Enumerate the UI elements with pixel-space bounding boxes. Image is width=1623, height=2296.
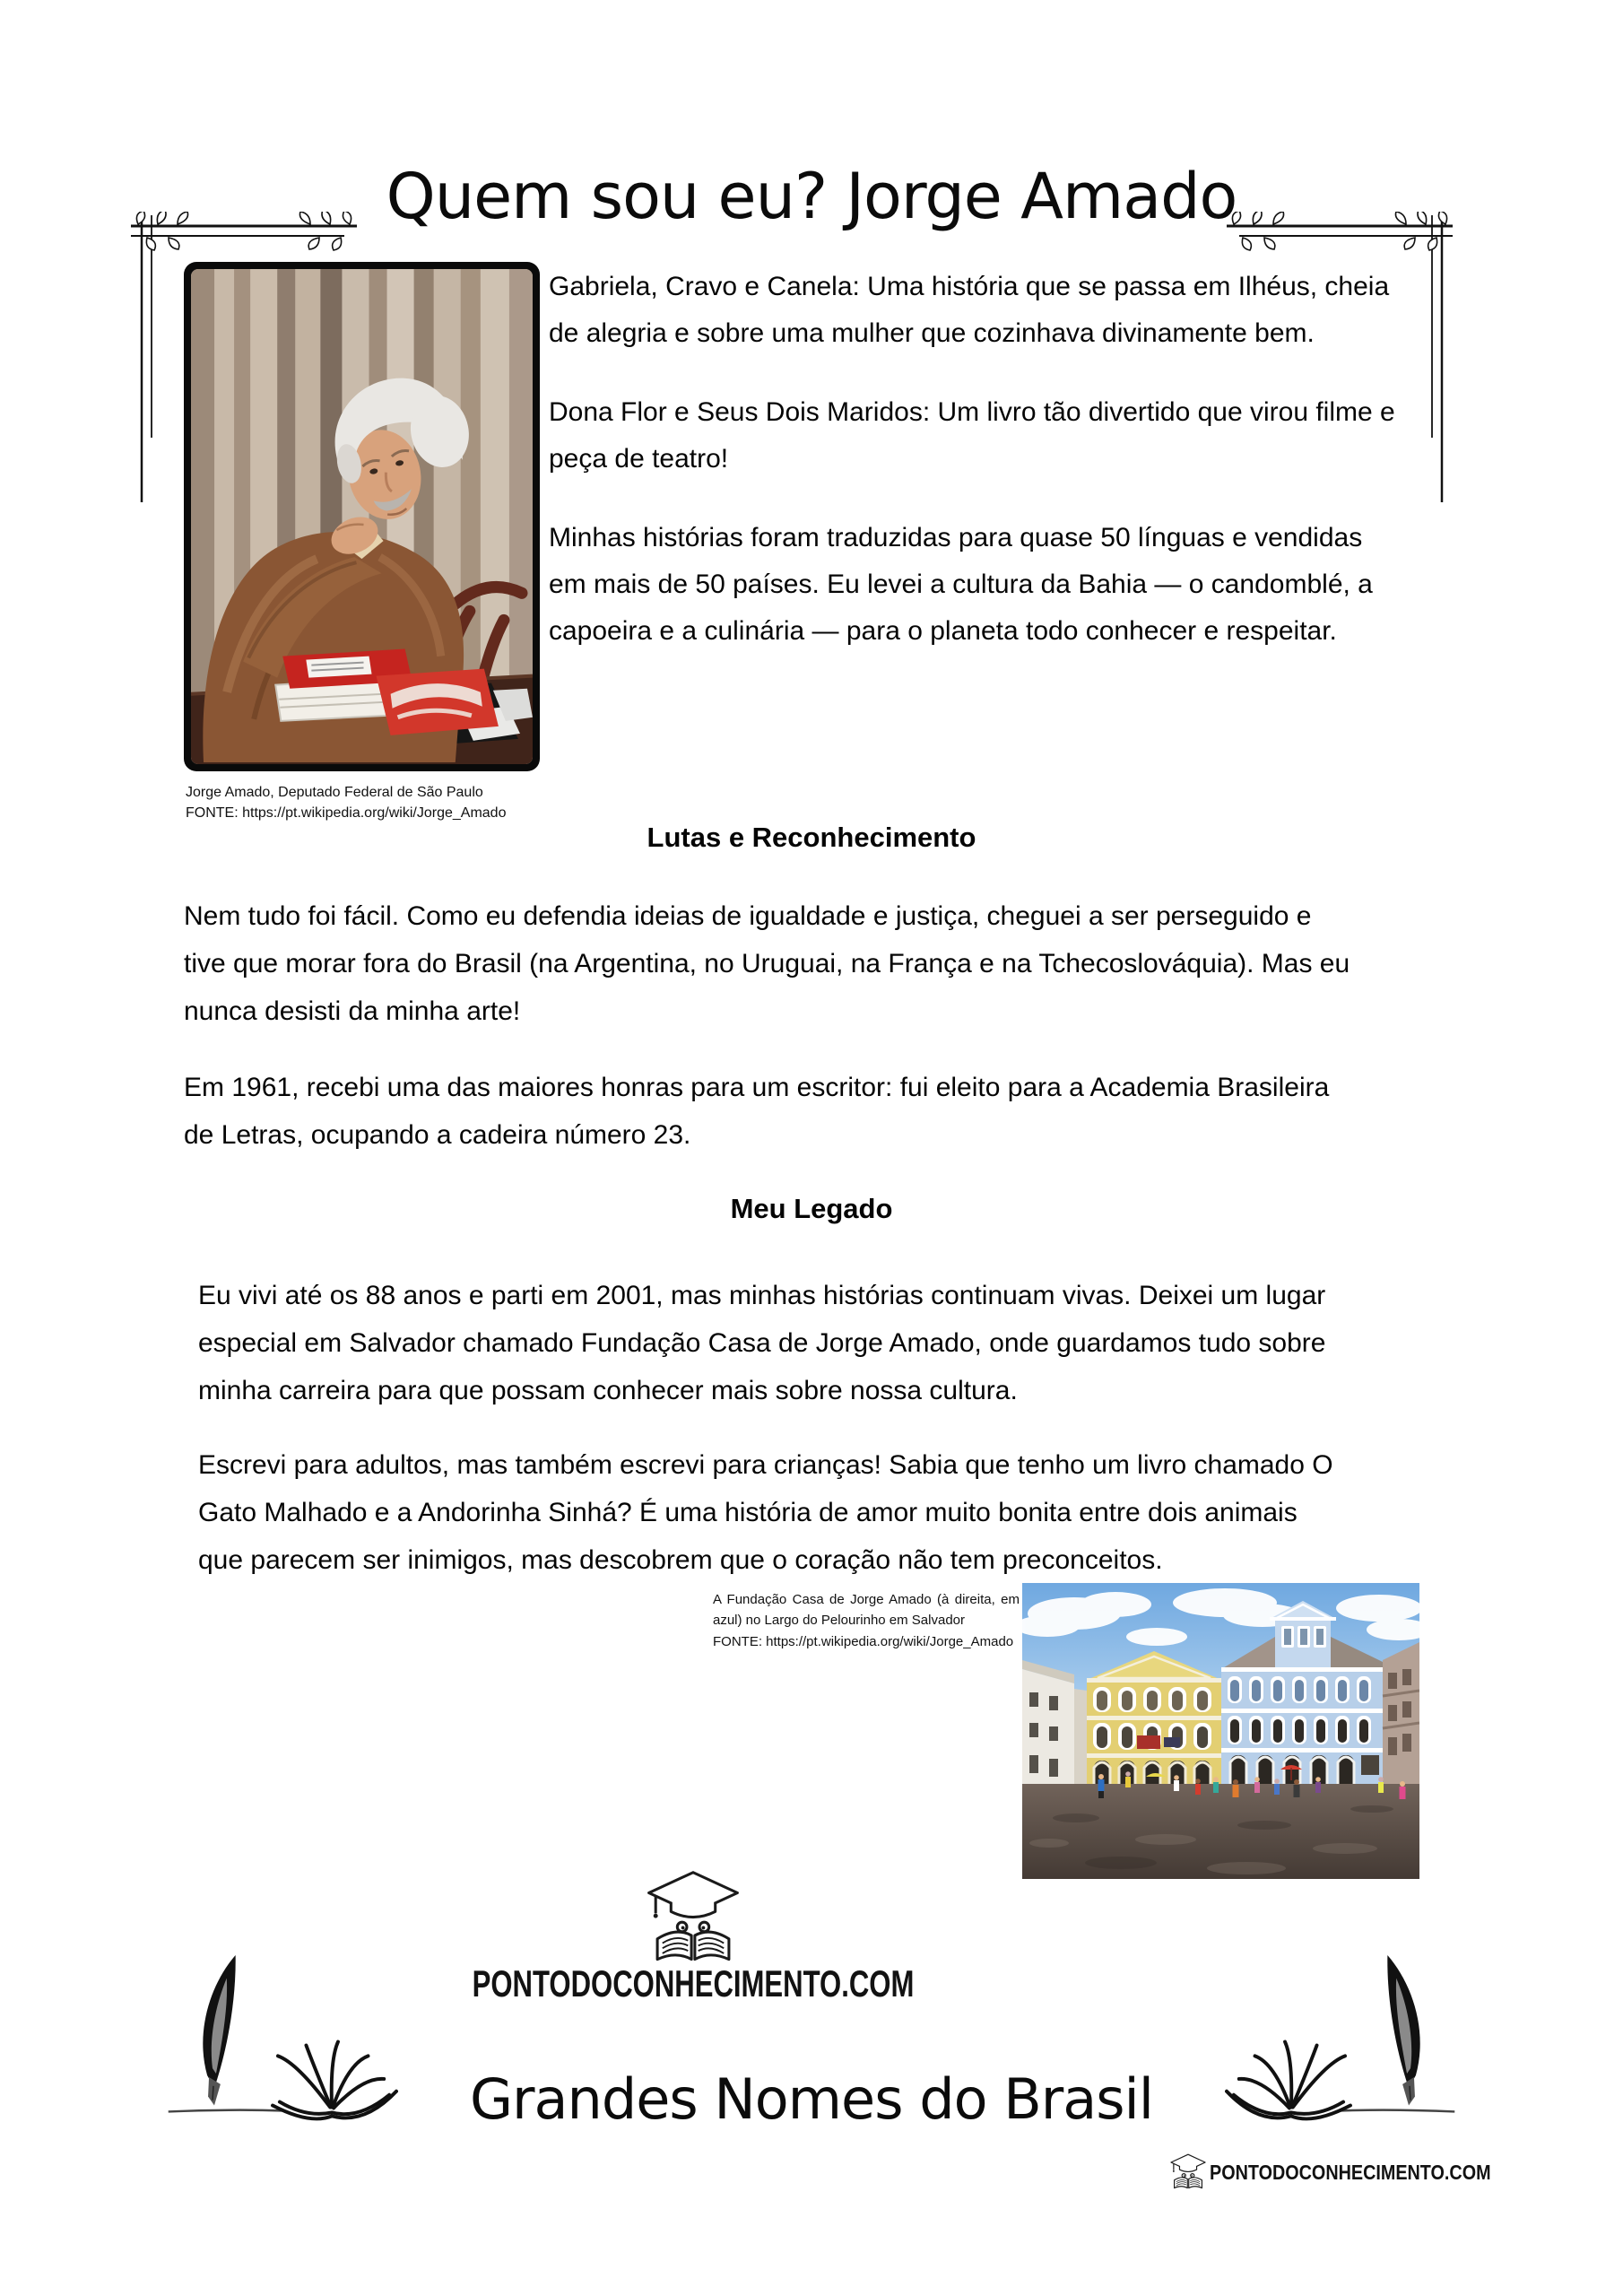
intro-text-block [549, 264, 1402, 687]
lutas-paragraph-2: Em 1961, recebi uma das maiores honras para um escritor: fui eleito para a Academia Brasileira de Letras, ocupando a cadeira número 23. [184, 1073, 1330, 1150]
intro-paragraph-1: Gabriela, Cravo e Canela: Uma história que se passa em Ilhéus, cheia de alegria e sobre uma mulher que cozinhava divinamente bem. [549, 272, 1390, 348]
photo1-caption [186, 782, 506, 823]
site-name-small-block [1168, 2152, 1537, 2192]
series-title: Grandes Nomes do Brasil [470, 2066, 1153, 2132]
photo1-caption-text: Jorge Amado, Deputado Federal de São Paulo [186, 785, 483, 800]
intro-paragraph-2: Dona Flor e Seus Dois Maridos: Um livro tão divertido que virou filme e peça de teatro! [549, 397, 1395, 474]
scholar-logo-icon [1168, 2152, 1208, 2192]
pelourinho-photo [1022, 1583, 1419, 1879]
scholar-logo-icon [642, 1867, 744, 1968]
photo2-caption-text: A Fundação Casa de Jorge Amado (à direita, em azul) no Largo do Pelourinho em Salvador [713, 1592, 1020, 1629]
section-heading-legado: Meu Legado [730, 1193, 893, 1224]
page-title: Quem sou eu? Jorge Amado [386, 160, 1237, 233]
legado-paragraph-2: Escrevi para adultos, mas também escrevi para crianças! Sabia que tenho um livro chamado O Gato Malhado e a Andorinha Sinhá? É uma história de amor muito bonita entre dois animais que parecem ser inimigos, mas descobrem que o coração não tem preconceitos. [198, 1450, 1333, 1575]
photo2-caption [713, 1589, 1020, 1652]
lutas-paragraph-1: Nem tudo foi fácil. Como eu defendia ideias de igualdade e justiça, cheguei a ser perseguido e tive que morar fora do Brasil (na Argentina, no Uruguai, na França e na Tchecoslováquia). Mas eu nunca desisti da minha arte! [184, 901, 1350, 1026]
photo2-caption-source: FONTE: https://pt.wikipedia.org/wiki/Jorge_Amado [713, 1633, 1014, 1649]
intro-paragraph-3: Minhas histórias foram traduzidas para quase 50 línguas e vendidas em mais de 50 países. Eu levei a cultura da Bahia — o candomblé, a capoeira e a culinária — para o planeta todo conhecer e respeitar. [549, 523, 1373, 646]
legado-paragraph-1: Eu vivi até os 88 anos e parti em 2001, mas minhas histórias continuam vivas. Deixei um lugar especial em Salvador chamado Fundação Casa de Jorge Amado, onde guardamos tudo sobre minha carreira para que possam conhecer mais sobre nossa cultura. [198, 1281, 1326, 1405]
section-heading-lutas: Lutas e Reconhecimento [647, 822, 976, 853]
jorge-amado-photo [184, 262, 540, 771]
site-name: PONTODOCONHECIMENTO.COM [472, 1962, 915, 2005]
site-name-small: PONTODOCONHECIMENTO.COM [1210, 2160, 1491, 2184]
photo1-caption-source: FONTE: https://pt.wikipedia.org/wiki/Jorge_Amado [186, 805, 507, 822]
